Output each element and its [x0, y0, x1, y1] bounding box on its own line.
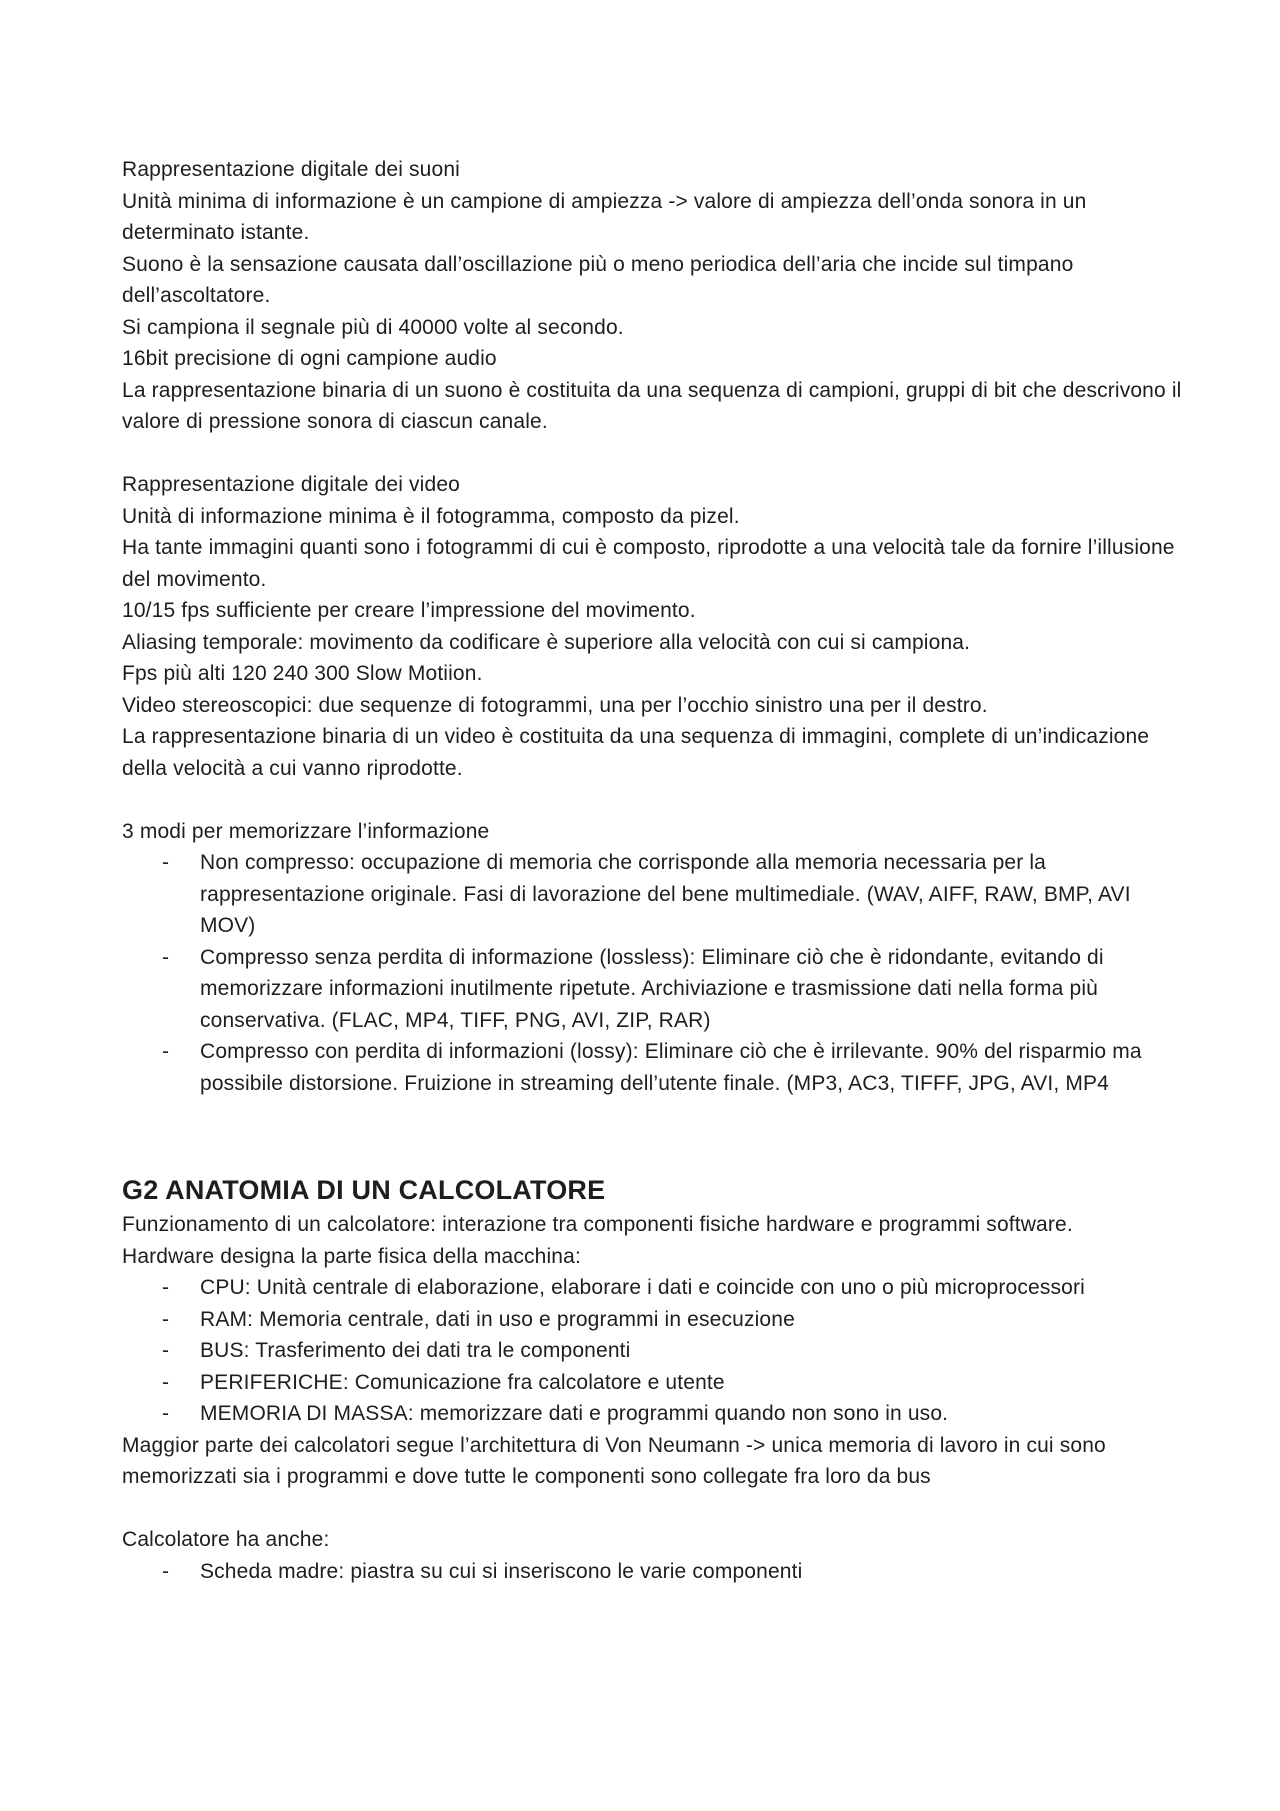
paragraph: 16bit precisione di ogni campione audio: [122, 347, 497, 370]
dash-bullet: -: [162, 945, 170, 969]
list-item: [122, 1272, 1182, 1304]
list-item-text: Scheda madre: piastra su cui si inseriscono le varie componenti: [200, 1559, 803, 1583]
dash-bullet: -: [162, 1339, 170, 1362]
section-suoni: [122, 154, 1182, 438]
list-intro: Calcolatore ha anche:: [122, 1528, 330, 1551]
storage-modes-list: [122, 847, 1182, 1099]
section-title-video: Rappresentazione digitale dei video: [122, 473, 460, 496]
paragraph: 10/15 fps sufficiente per creare l’impressione del movimento.: [122, 599, 696, 622]
section-title-suoni: Rappresentazione digitale dei suoni: [122, 158, 460, 181]
dash-bullet: -: [162, 1276, 170, 1299]
section-g2: [122, 1171, 1182, 1493]
paragraph: Si campiona il segnale più di 40000 volte al secondo.: [122, 315, 624, 339]
paragraph: Unità minima di informazione è un campione di ampiezza -> valore di ampiezza dell’onda sonora in un determinato istante.: [122, 189, 1087, 244]
list-intro: 3 modi per memorizzare l’informazione: [122, 819, 490, 843]
list-item: [122, 1398, 1182, 1430]
section-anche: [122, 1524, 1182, 1587]
list-item: [122, 1036, 1182, 1099]
spacer: [122, 438, 1182, 470]
spacer: [122, 1099, 1182, 1162]
list-item-text: MEMORIA DI MASSA: memorizzare dati e programmi quando non sono in uso.: [200, 1402, 949, 1425]
paragraph: Video stereoscopici: due sequenze di fotogrammi, una per l’occhio sinistro una per il destro.: [122, 693, 988, 717]
paragraph: Ha tante immagini quanti sono i fotogrammi di cui è composto, riprodotte a una velocità tale da fornire l’illusione del movimento.: [122, 536, 1175, 591]
list-intro: Hardware designa la parte fisica della macchina:: [122, 1244, 581, 1268]
list-item-text: Compresso senza perdita di informazione (lossless): Eliminare ciò che è ridondante, evitando di memorizzare informazioni inutilmente ripetute. Archiviazione e trasmissione dati nella forma più conservativa. (FLAC, MP4, TIFF, PNG, AVI, ZIP, RAR): [200, 945, 1104, 1032]
spacer: [122, 784, 1182, 816]
section-video: [122, 469, 1182, 784]
paragraph: Aliasing temporale: movimento da codificare è superiore alla velocità con cui si campiona.: [122, 630, 971, 654]
list-item-text: BUS: Trasferimento dei dati tra le componenti: [200, 1339, 631, 1362]
list-item: [122, 1556, 1182, 1588]
spacer: [122, 1493, 1182, 1525]
list-item-text: Compresso con perdita di informazioni (lossy): Eliminare ciò che è irrilevante. 90% del risparmio ma possibile distorsione. Fruizione in streaming dell’utente finale. (MP3, AC3, TIFFF, JPG, AVI, MP4: [200, 1040, 1142, 1095]
list-item: [122, 942, 1182, 1037]
list-item-text: Non compresso: occupazione di memoria che corrisponde alla memoria necessaria per la rappresentazione originale. Fasi di lavorazione del bene multimediale. (WAV, AIFF, RAW, BMP, AVI MOV): [200, 851, 1131, 937]
list-item-text: CPU: Unità centrale di elaborazione, elaborare i dati e coincide con uno o più microprocessori: [200, 1276, 1085, 1299]
list-item-text: PERIFERICHE: Comunicazione fra calcolatore e utente: [200, 1370, 725, 1394]
section-heading: G2 ANATOMIA DI UN CALCOLATORE: [122, 1175, 606, 1205]
paragraph: Maggior parte dei calcolatori segue l’architettura di Von Neumann -> unica memoria di lavoro in cui sono memorizzati sia i programmi e dove tutte le componenti sono collegate fra loro da bus: [122, 1433, 1106, 1488]
hardware-components-list: [122, 1272, 1182, 1430]
paragraph: La rappresentazione binaria di un suono è costituita da una sequenza di campioni, gruppi di bit che descrivono il valore di pressione sonora di ciascun canale.: [122, 378, 1182, 433]
dash-bullet: -: [162, 1040, 170, 1063]
paragraph: Suono è la sensazione causata dall’oscillazione più o meno periodica dell’aria che incide sul timpano dell’ascoltatore.: [122, 252, 1074, 307]
dash-bullet: -: [162, 1402, 170, 1425]
paragraph: Funzionamento di un calcolatore: interazione tra componenti fisiche hardware e programmi software.: [122, 1213, 1073, 1236]
list-item-text: RAM: Memoria centrale, dati in uso e programmi in esecuzione: [200, 1307, 795, 1331]
dash-bullet: -: [162, 1559, 170, 1583]
list-item: [122, 847, 1182, 942]
dash-bullet: -: [162, 1370, 170, 1394]
paragraph: Unità di informazione minima è il fotogramma, composto da pizel.: [122, 504, 740, 528]
list-item: [122, 1304, 1182, 1336]
paragraph: Fps più alti 120 240 300 Slow Motiion.: [122, 662, 483, 685]
list-item: [122, 1335, 1182, 1367]
section-memorizzazione: [122, 816, 1182, 1100]
dash-bullet: -: [162, 1307, 170, 1331]
page-content: [122, 154, 1182, 1587]
dash-bullet: -: [162, 851, 170, 874]
paragraph: La rappresentazione binaria di un video è costituita da una sequenza di immagini, complete di un’indicazione della velocità a cui vanno riprodotte.: [122, 725, 1150, 780]
list-item: [122, 1367, 1182, 1399]
additional-components-list: [122, 1556, 1182, 1588]
